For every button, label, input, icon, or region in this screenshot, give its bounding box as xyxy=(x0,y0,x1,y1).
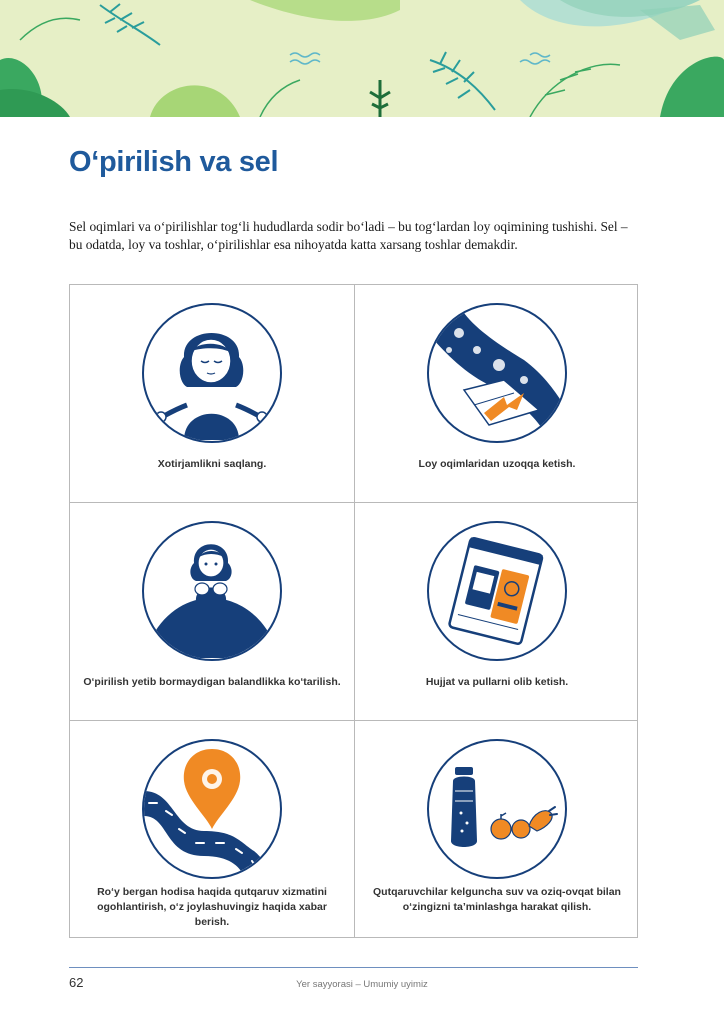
leaf-pattern-illustration xyxy=(0,0,724,117)
location-pin-road-icon xyxy=(142,739,282,879)
page-number: 62 xyxy=(69,975,84,990)
tip-card-water-food xyxy=(354,720,638,938)
footer-divider xyxy=(69,967,638,968)
tip-card-climb-high xyxy=(70,502,354,720)
decorative-leaf-banner xyxy=(0,0,724,117)
tip-caption: Loy oqimlaridan uzoqqa ketish. xyxy=(418,458,576,470)
footer-book-title: Yer sayyorasi – Umumiy uyimiz xyxy=(296,979,428,990)
intro-paragraph: Sel oqimlari va o‘pirilishlar tog‘li hududlarda sodir bo‘ladi – bu tog‘lardan loy oqimining tushishi. Sel – bu odatda, loy va toshlar, o‘pirilishlar esa nihoyatda katta xarsang toshlar demakdir. xyxy=(69,219,628,252)
tip-card-take-documents xyxy=(354,502,638,720)
tip-caption: Qutqaruvchilar kelguncha suv va oziq-ovqat bilan o‘zingizni ta’minlashga harakat qilish. xyxy=(373,886,621,913)
tips-grid xyxy=(69,284,638,938)
documents-bag-icon xyxy=(427,521,567,661)
tip-card-notify-rescue xyxy=(70,720,354,938)
tip-caption: Ro‘y bergan hodisa haqida qutqaruv xizmatini ogohlantirish, o‘z joylashuvingiz haqida xabar berish. xyxy=(97,886,327,928)
mudflow-escape-icon xyxy=(427,303,567,443)
tip-caption: Xotirjamlikni saqlang. xyxy=(157,458,267,470)
water-food-icon xyxy=(427,739,567,879)
page-title: O‘pirilish va sel xyxy=(69,146,279,178)
tip-card-escape-mudflow xyxy=(354,285,638,503)
girl-on-hill-icon xyxy=(142,521,282,661)
tip-card-stay-calm xyxy=(70,285,354,503)
tip-caption: O‘pirilish yetib bormaydigan balandlikka ko‘tarilish. xyxy=(83,676,341,688)
tip-caption: Hujjat va pullarni olib ketish. xyxy=(425,676,569,688)
calm-girl-icon xyxy=(142,303,282,443)
